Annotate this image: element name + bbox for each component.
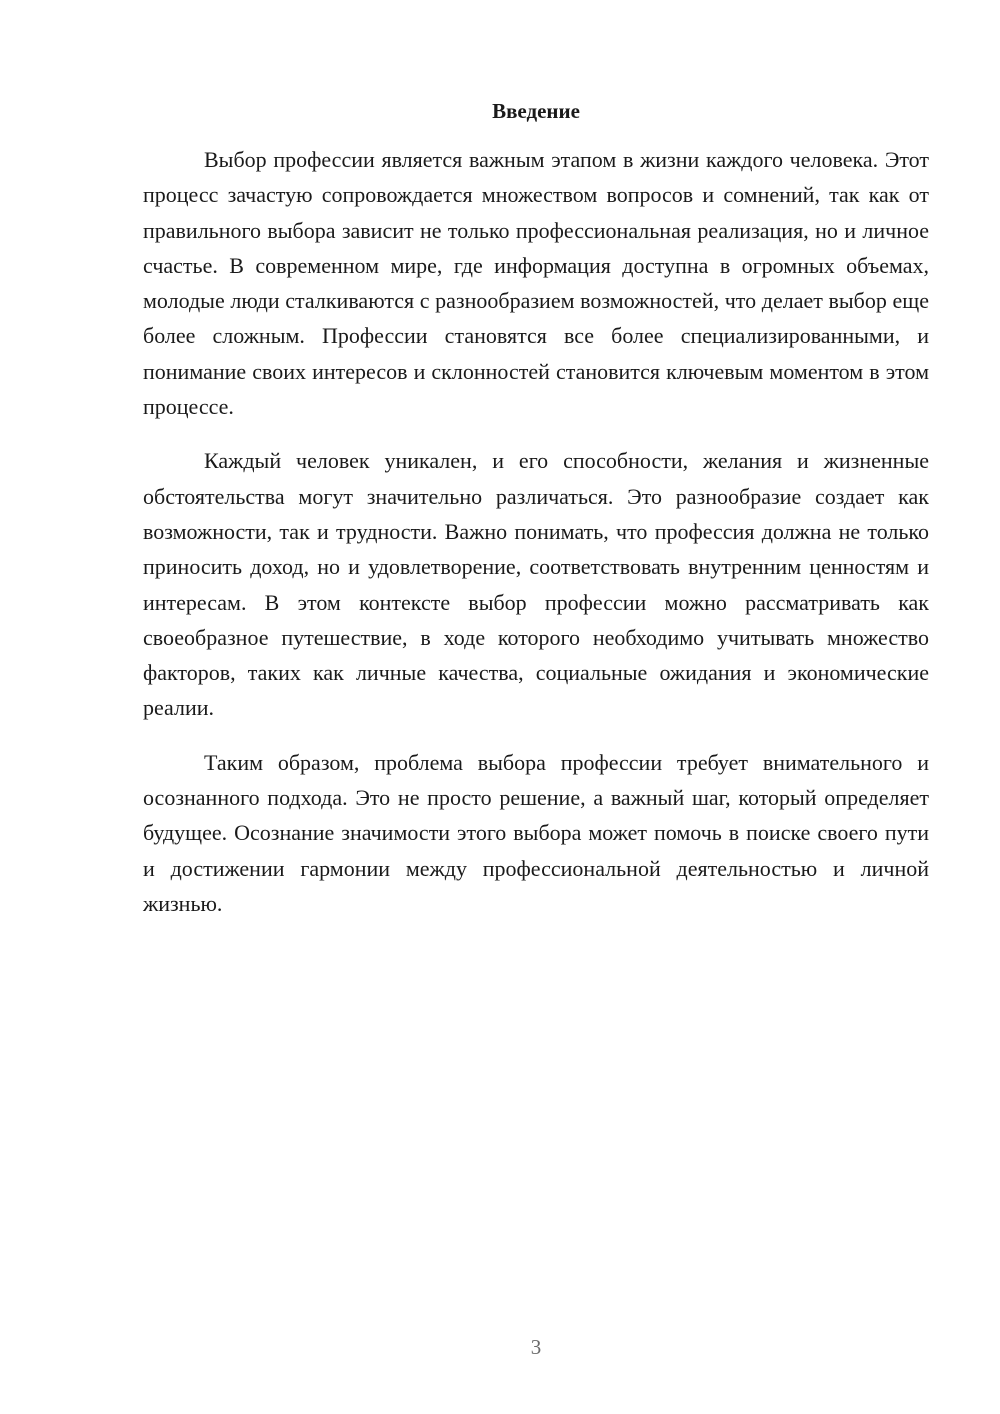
section-heading: Введение [492,99,580,123]
page-number: 3 [530,1335,542,1359]
paragraph-1: Выбор профессии является важным этапом в жизни каждого человека. Этот процесс зачастую сопровождается множеством вопросов и сомнений, так как от правильного выбора зависит не только профессиональная реализация, но и личное счастье. В современном мире, где информация доступна в огромных объемах, молодые люди сталкиваются с разнообразием возможностей, что делает выбор еще более сложным. Профессии становятся все более специализированными, и понимание своих интересов и склонностей становится ключевым моментом в этом процессе. [143,147,929,420]
paragraph-2: Каждый человек уникален, и его способности, желания и жизненные обстоятельства могут значительно различаться. Это разнообразие создает как возможности, так и трудности. Важно понимать, что профессия должна не только приносить доход, но и удовлетворение, соответствовать внутренним ценностям и интересам. В этом контексте выбор профессии можно рассматривать как своеобразное путешествие, в ходе которого необходимо учитывать множество факторов, таких как личные качества, социальные ожидания и экономические реалии. [143,448,929,721]
paragraph-3: Таким образом, проблема выбора профессии требует внимательного и осознанного подхода. Это не просто решение, а важный шаг, который определяет будущее. Осознание значимости этого выбора может помочь в поиске своего пути и достижении гармонии между профессиональной деятельностью и личной жизнью. [143,749,929,916]
body-text [143,142,929,940]
